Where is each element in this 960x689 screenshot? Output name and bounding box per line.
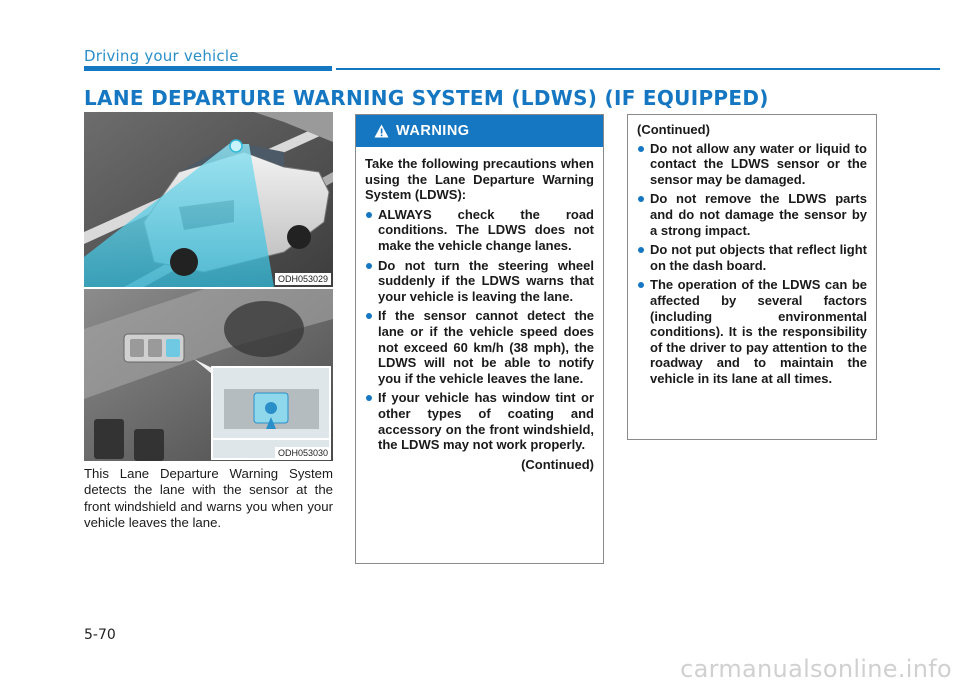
continued-label: (Continued) — [521, 456, 594, 472]
warning-list — [365, 207, 594, 453]
figure-car-sensor — [84, 112, 333, 287]
continued-heading: (Continued) — [637, 122, 710, 137]
car-sensor-illustration — [84, 112, 333, 287]
continued-item: The operation of the LDWS can be affected by several factors (including environmental conditions). It is the responsibility of the driver to pay attention to the roadway and to maintain the vehicle in its lane at all times. — [637, 277, 867, 386]
continued-list — [637, 141, 867, 387]
warning-lead: Take the following precautions when using the Lane Departure Warning System (LDWS): — [365, 156, 594, 203]
figure-ldws-switch — [84, 289, 333, 461]
page-number: 5-70 — [84, 627, 116, 643]
continued-item: Do not allow any water or liquid to contact the LDWS sensor or the sensor may be damaged. — [637, 141, 867, 188]
page-title: LANE DEPARTURE WARNING SYSTEM (LDWS) (IF EQUIPPED) — [84, 86, 769, 110]
header-rule-thin — [336, 68, 940, 70]
warning-item: Do not turn the steering wheel suddenly if the LDWS warns that your vehicle is leaving the lane. — [365, 258, 594, 305]
warning-heading: WARNING — [396, 123, 470, 139]
warning-box — [355, 114, 604, 564]
dashboard-switch-illustration — [84, 289, 333, 461]
header-rule-thick — [84, 66, 332, 71]
warning-header — [356, 115, 603, 147]
warning-triangle-icon — [374, 124, 389, 138]
watermark: carmanualsonline.info — [680, 655, 952, 683]
figure-code: ODH053029 — [275, 273, 331, 285]
intro-paragraph: This Lane Departure Warning System detects the lane with the sensor at the front windshield and warns you when your vehicle leaves the lane. — [84, 466, 333, 530]
warning-item: If your vehicle has window tint or other types of coating and accessory on the front windshield, the LDWS may not work properly. — [365, 390, 594, 452]
warning-item: If the sensor cannot detect the lane or if the vehicle speed does not exceed 60 km/h (38 mph), the LDWS will not be able to notify you if the vehicle leaves the lane. — [365, 308, 594, 386]
warning-item: ALWAYS check the road conditions. The LDWS does not make the vehicle change lanes. — [365, 207, 594, 254]
section-label: Driving your vehicle — [84, 47, 239, 65]
figure-code: ODH053030 — [275, 447, 331, 459]
continued-item: Do not put objects that reflect light on the dash board. — [637, 242, 867, 273]
continued-item: Do not remove the LDWS parts and do not damage the sensor by a strong impact. — [637, 191, 867, 238]
continued-warning-box — [627, 114, 877, 440]
